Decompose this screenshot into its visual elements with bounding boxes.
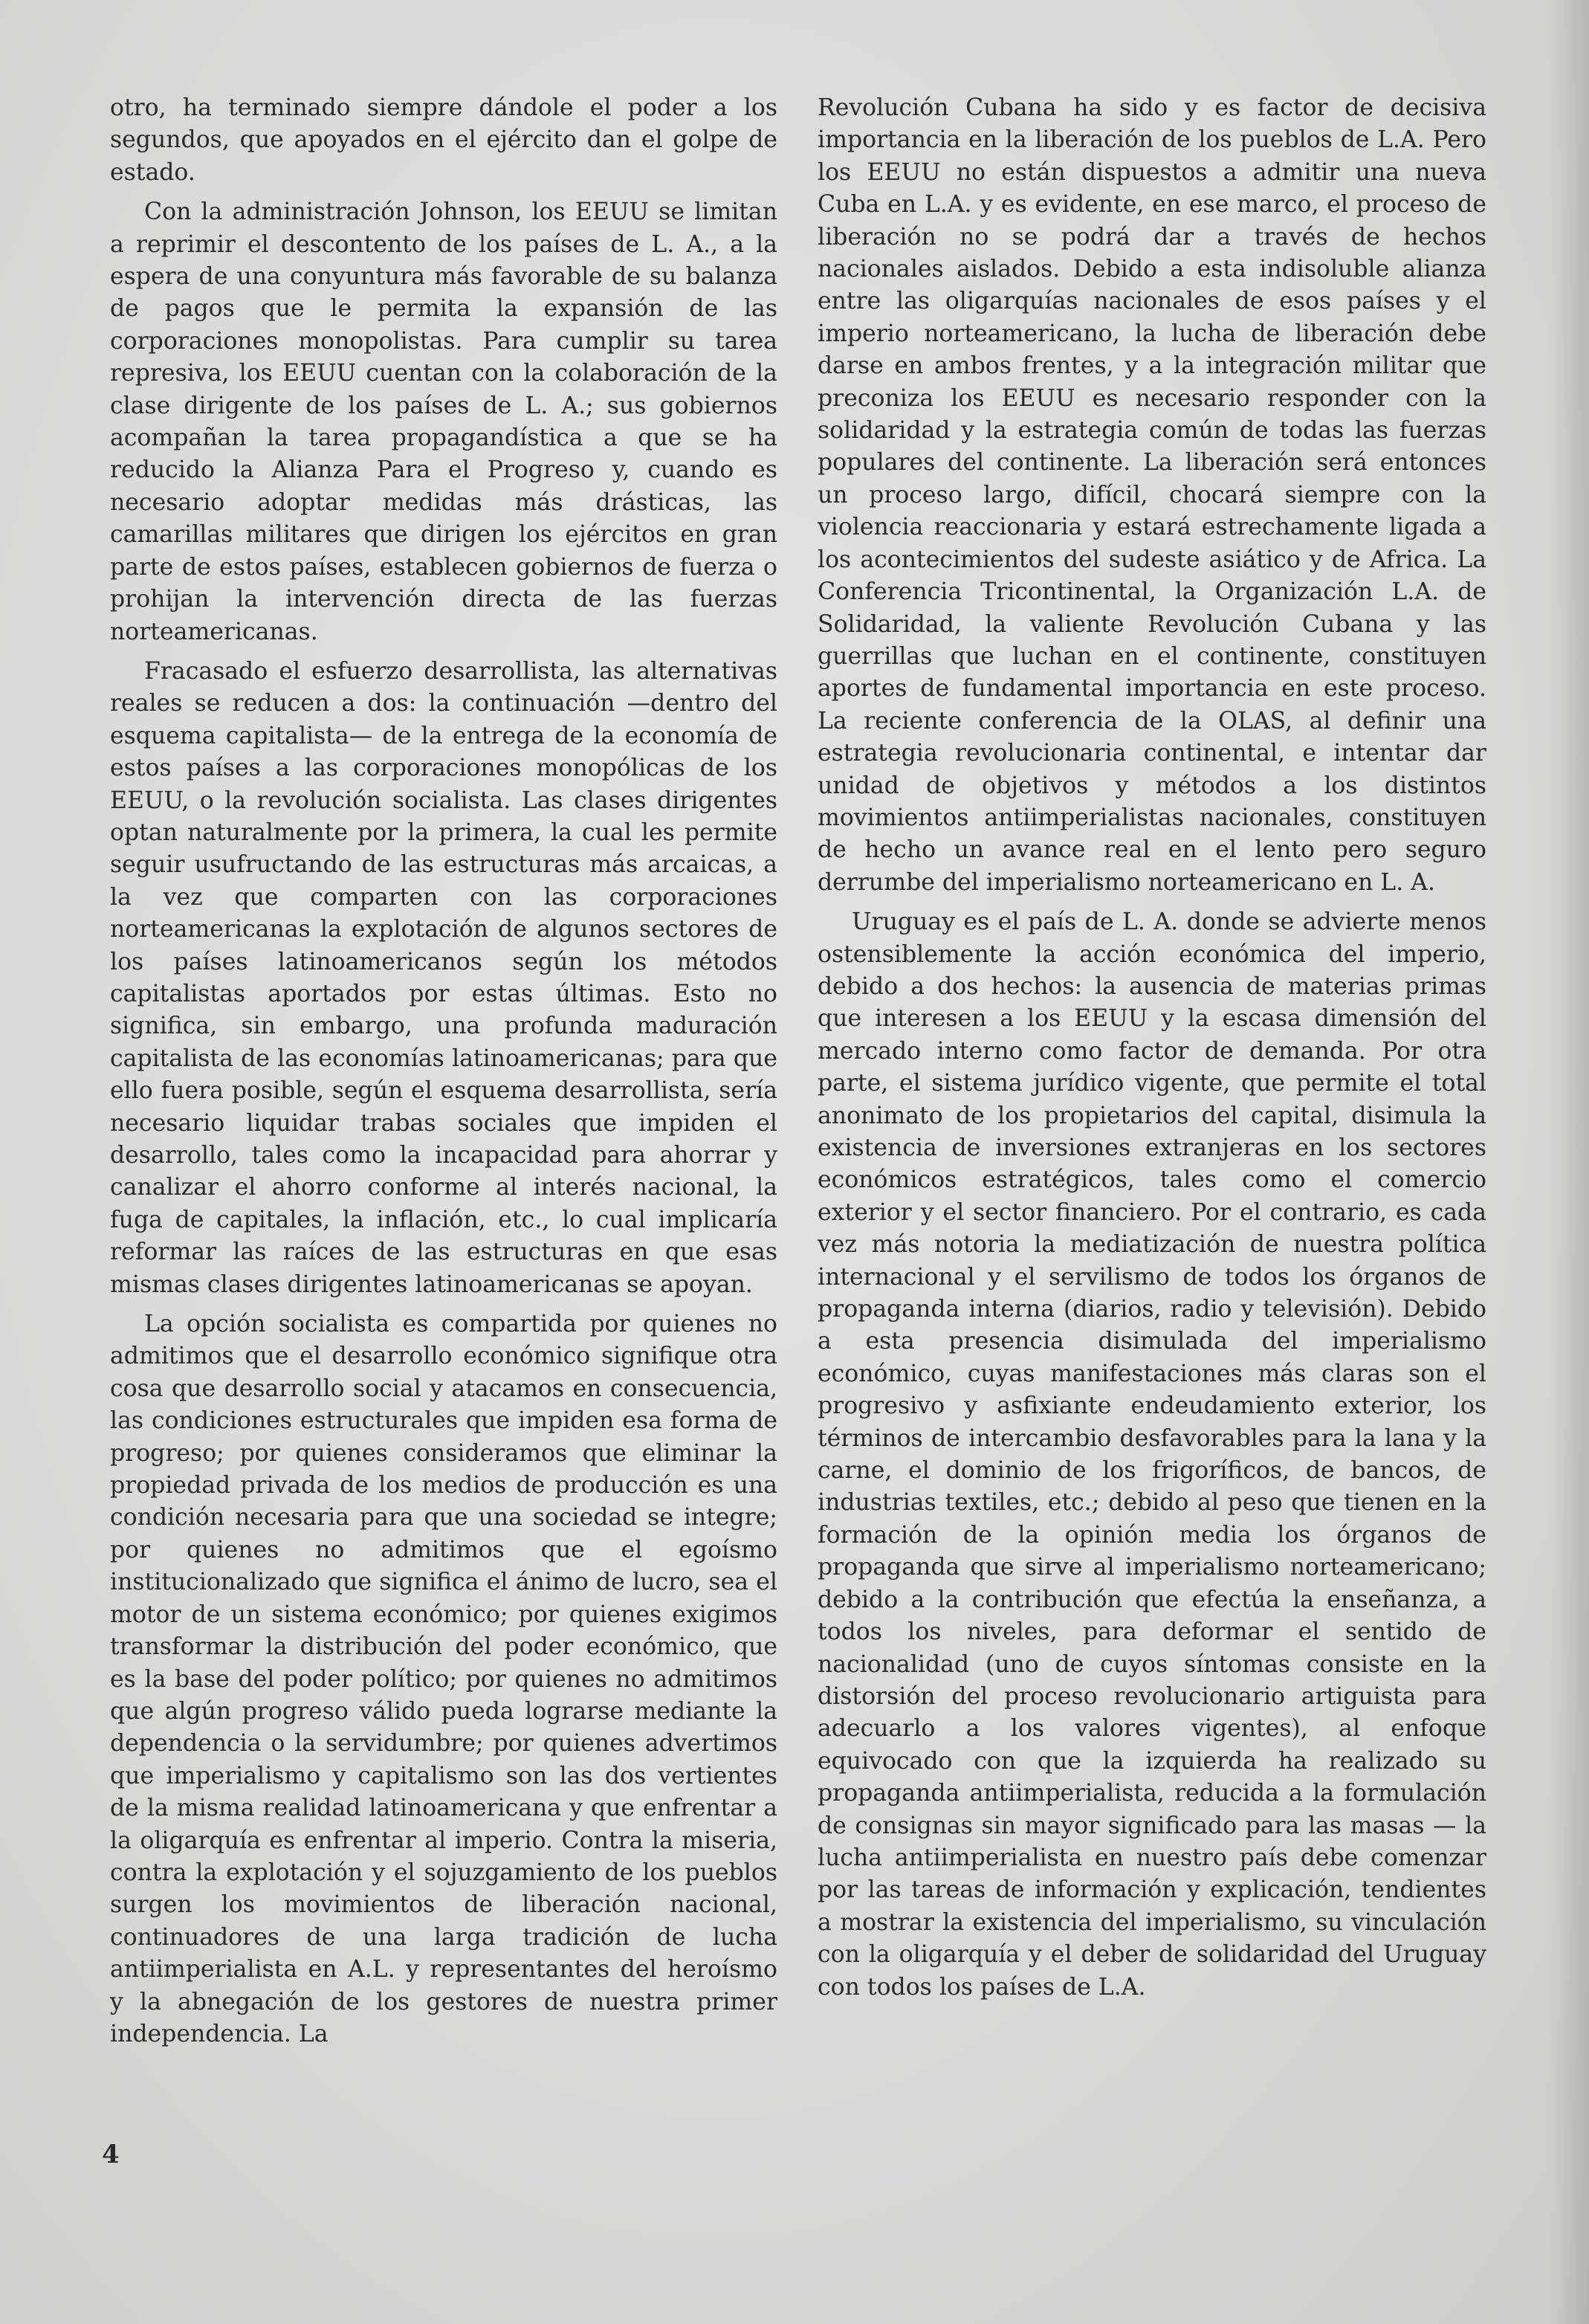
page-edge-shadow xyxy=(1548,0,1589,2324)
left-column xyxy=(110,92,777,2058)
paragraph: Fracasado el esfuerzo desarrollista, las alternativas reales se reducen a dos: la continuación —dentro del esquema capitalista— de la entrega de la economía de estos países a las corporaciones monopólicas de los EEUU, o la revolución socialista. Las clases dirigentes optan naturalmente por la primera, la cual les permite seguir usufructando de las estructuras más arcaicas, a la vez que comparten con las corporaciones norteamericanas la explotación de algunos sectores de los países latinoamericanos según los métodos capitalistas aportados por estas últimas. Esto no significa, sin embargo, una profunda maduración capitalista de las economías latinoamericanas; para que ello fuera posible, según el esquema desarrollista, sería necesario liquidar trabas sociales que impiden el desarrollo, tales como la incapacidad para ahorrar y canalizar el ahorro conforme al interés nacional, la fuga de capitales, la inflación, etc., lo cual implicaría reformar las raíces de las estructuras en que esas mismas clases dirigentes latinoamericanas se apoyan. xyxy=(110,657,777,1298)
right-column xyxy=(818,92,1486,2011)
paragraph: otro, ha terminado siempre dándole el poder a los segundos, que apoyados en el ejército dan el golpe de estado. xyxy=(110,94,777,186)
paragraph: La opción socialista es compartida por quienes no admitimos que el desarrollo económico signifique otra cosa que desarrollo social y atacamos en consecuencia, las condiciones estructurales que impiden esa forma de progreso; por quienes consideramos que eliminar la propiedad privada de los medios de producción es una condición necesaria para que una sociedad se integre; por quienes no admitimos que el egoísmo institucionalizado que significa el ánimo de lucro, sea el motor de un sistema económico; por quienes exigimos transformar la distribución del poder económico, que es la base del poder político; por quienes no admitimos que algún progreso válido pueda lograrse mediante la dependencia o la servidumbre; por quienes advertimos que imperialismo y capitalismo son las dos vertientes de la misma realidad latinoamericana y que enfrentar a la oligarquía es enfrentar al imperio. Contra la miseria, contra la explotación y el sojuzgamiento de los pueblos surgen los movimientos de liberación nacional, continuadores de una larga tradición de lucha antiimperialista en A.L. y representantes del heroísmo y la abnegación de los gestores de nuestra primer independencia. La xyxy=(110,1311,777,2047)
paragraph: Uruguay es el país de L. A. donde se advierte menos ostensiblemente la acción económica del imperio, debido a dos hechos: la ausencia de materias primas que interesen a los EEUU y la escasa dimensión del mercado interno como factor de demanda. Por otra parte, el sistema jurídico vigente, que permite el total anonimato de los propietarios del capital, disimula la existencia de inversiones extranjeras en los sectores económicos estratégicos, tales como el comercio exterior y el sector financiero. Por el contrario, es cada vez más notoria la mediatización de nuestra política internacional y el servilismo de todos los órganos de propaganda interna (diarios, radio y televisión). Debido a esta presencia disimulada del imperialismo económico, cuyas manifestaciones más claras son el progresivo y asfixiante endeudamiento exterior, los términos de intercambio desfavorables para la lana y la carne, el dominio de los frigoríficos, de bancos, de industrias textiles, etc.; debido al peso que tienen en la formación de la opinión media los órganos de propaganda que sirve al imperialismo norteamericano; debido a la contribución que efectúa la enseñanza, a todos los niveles, para deformar el sentido de nacionalidad (uno de cuyos síntomas consiste en la distorsión del proceso revolucionario artiguista para adecuarlo a los valores vigentes), al enfoque equivocado con que la izquierda ha realizado su propaganda antiimperialista, reducida a la formulación de consignas sin mayor significado para las masas — la lucha antiimperialista en nuestro país debe comenzar por las tareas de información y explicación, tendientes a mostrar la existencia del imperialismo, su vinculación con la oligarquía y el deber de solidaridad del Uruguay con todos los países de L.A. xyxy=(818,908,1486,2001)
page-number: 4 xyxy=(102,2140,120,2169)
paragraph: Con la administración Johnson, los EEUU se limitan a reprimir el descontento de los países de L. A., a la espera de una conyuntura más favorable de su balanza de pagos que le permita la expansión de las corporaciones monopolistas. Para cumplir su tarea represiva, los EEUU cuentan con la colaboración de la clase dirigente de los países de L. A.; sus gobiernos acompañan la tarea propagandística a que se ha reducido la Alianza Para el Progreso y, cuando es necesario adoptar medidas más drásticas, las camarillas militares que dirigen los ejércitos en gran parte de estos países, establecen gobiernos de fuerza o prohijan la intervención directa de las fuerzas norteamericanas. xyxy=(110,198,777,645)
paragraph: Revolución Cubana ha sido y es factor de decisiva importancia en la liberación de los pueblos de L.A. Pero los EEUU no están dispuestos a admitir una nueva Cuba en L.A. y es evidente, en ese marco, el proceso de liberación no se podrá dar a través de hechos nacionales aislados. Debido a esta indisoluble alianza entre las oligarquías nacionales de esos países y el imperio norteamericano, la lucha de liberación debe darse en ambos frentes, y a la integración militar que preconiza los EEUU es necesario responder con la solidaridad y la estrategia común de todas las fuerzas populares del continente. La liberación será entonces un proceso largo, difícil, chocará siempre con la violencia reaccionaria y estará estrechamente ligada a los acontecimientos del sudeste asiático y de Africa. La Conferencia Tricontinental, la Organización L.A. de Solidaridad, la valiente Revolución Cubana y las guerrillas que luchan en el continente, constituyen aportes de fundamental importancia en este proceso. La reciente conferencia de la OLAS, al definir una estrategia revolucionaria continental, e intentar dar unidad de objetivos y métodos a los distintos movimientos antiimperialistas nacionales, constituyen de hecho un avance real en el lento pero seguro derrumbe del imperialismo norteamericano en L. A. xyxy=(818,94,1486,896)
